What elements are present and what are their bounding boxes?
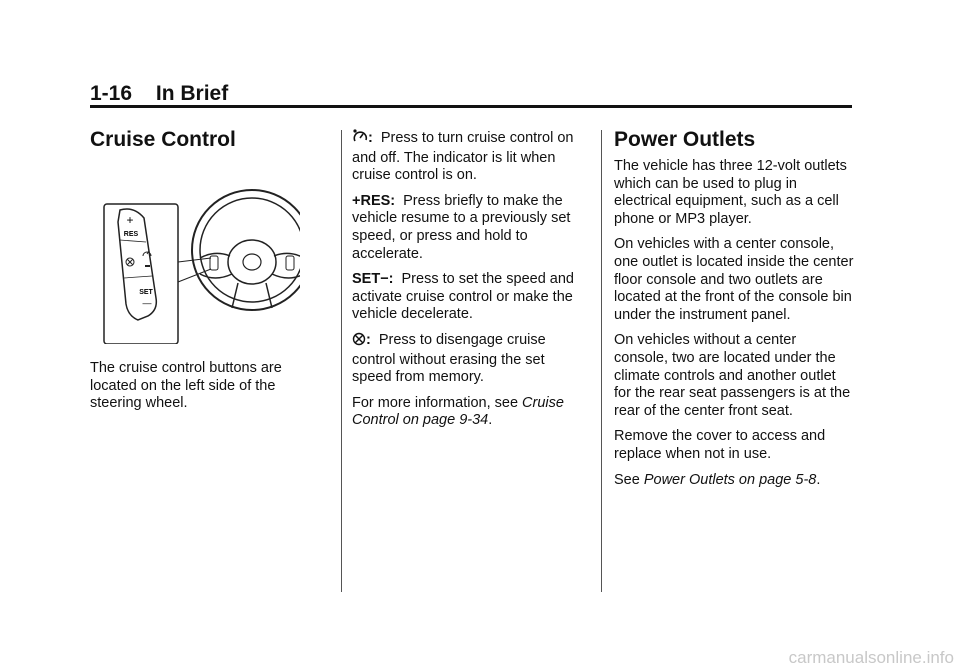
set-description: Press to set the speed and activate cruise control or make the vehicle decelerate. xyxy=(352,271,574,323)
watermark: carmanualsonline.info xyxy=(788,648,954,667)
page-header xyxy=(90,82,852,106)
figure-set-label: SET xyxy=(139,289,153,296)
cancel-separator: : xyxy=(366,331,371,348)
power-paragraph-3: On vehicles without a center console, two are located under the climate controls and another outlet for the rear seat passengers is at the rear of the center front seat. xyxy=(614,332,851,419)
more-info-prefix: For more information, see xyxy=(352,394,523,411)
figure-minus-label: — xyxy=(142,298,152,308)
cruise-control-heading: Cruise Control xyxy=(90,128,236,151)
column-cruise-intro xyxy=(90,128,330,421)
cancel-description: Press to disengage cruise control without erasing the set speed from memory. xyxy=(352,331,546,386)
steering-wheel-illustration xyxy=(90,170,300,344)
power-paragraph-1: The vehicle has three 12-volt outlets which can be used to plug in electrical equipment, such as a cell phone or MP3 player. xyxy=(614,158,847,227)
power-outlets-heading: Power Outlets xyxy=(614,128,756,151)
cancel-icon xyxy=(352,332,366,352)
set-paragraph xyxy=(352,271,588,324)
column-divider-2 xyxy=(601,130,602,592)
cruise-control-reference-link[interactable]: Cruise Control on page 9-34 xyxy=(352,394,564,429)
power-see-paragraph xyxy=(614,472,854,490)
column-power-outlets xyxy=(614,128,854,497)
section-title: In Brief xyxy=(155,82,229,105)
onoff-paragraph xyxy=(352,128,588,185)
power-outlets-reference-link[interactable]: Power Outlets on page 5-8 xyxy=(643,471,817,488)
figure-minus-mark xyxy=(145,265,150,267)
steering-wheel-figure xyxy=(90,170,290,344)
onoff-separator: : xyxy=(368,130,373,146)
res-term: +RES: xyxy=(352,192,396,209)
header-rule xyxy=(90,105,852,108)
column-cruise-buttons xyxy=(352,128,588,438)
cruise-onoff-icon xyxy=(352,128,368,150)
res-paragraph xyxy=(352,193,588,263)
power-paragraph-2: On vehicles with a center console, one outlet is located inside the center floor console and two outlets are located at the front of the console bin under the instrument panel. xyxy=(614,236,854,323)
power-see-prefix: See xyxy=(614,471,644,488)
cruise-caption: The cruise control buttons are located on the left side of the steering wheel. xyxy=(90,360,282,412)
more-info-paragraph xyxy=(352,395,588,430)
column-divider-1 xyxy=(341,130,342,592)
figure-res-label: RES xyxy=(123,231,139,238)
set-term: SET−: xyxy=(352,271,394,288)
power-see-suffix: . xyxy=(816,471,821,488)
power-paragraph-4: Remove the cover to access and replace when not in use. xyxy=(614,428,826,462)
figure-plus-label: + xyxy=(126,213,134,227)
onoff-description: Press to turn cruise control on and off. The indicator is lit when cruise control is on. xyxy=(352,130,574,184)
more-info-suffix: . xyxy=(488,412,493,429)
page-number: 1-16 xyxy=(90,82,133,105)
res-description: Press briefly to make the vehicle resume to a previously set speed, or press and hold to accelerate. xyxy=(352,192,571,262)
cancel-paragraph xyxy=(352,332,588,387)
